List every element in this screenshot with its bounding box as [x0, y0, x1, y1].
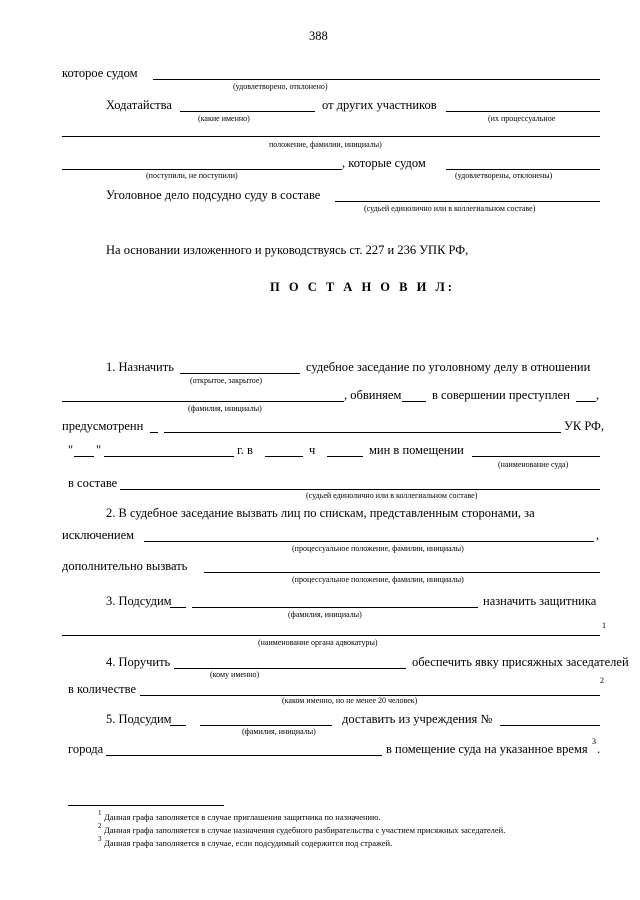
field-isklyucheniem[interactable]	[144, 541, 594, 542]
hint-otkrytoe: (открытое, закрытое)	[190, 376, 263, 385]
item5-goroda: города	[68, 742, 104, 756]
item5-v-pomeschenie: в помещение суда на указанное время	[386, 742, 588, 756]
label-kotorye-sudom: , которые судом	[342, 156, 426, 170]
basis-text: На основании изложенного и руководствуясь ст. 227 и 236 УПК РФ,	[106, 243, 469, 257]
item3-podsudim: 3. Подсудим	[106, 594, 172, 608]
item5-dostavit: доставить из учреждения №	[342, 712, 493, 726]
item1-uk-rf: УК РФ,	[564, 419, 605, 433]
item1-v-sostave: в составе	[68, 476, 118, 490]
field-kotorye-sudom[interactable]	[446, 169, 600, 170]
footnote-ref-2: 2	[600, 676, 604, 685]
item1-ch: ч	[309, 443, 316, 457]
field-chasy[interactable]	[265, 456, 303, 457]
item4-v-kolichestve: в количестве	[68, 682, 137, 696]
footnote-number: 3	[98, 835, 102, 843]
hint-familiya-3: (фамилия, инициалы)	[288, 610, 362, 619]
field-podsudim-okonchanie-5[interactable]	[170, 725, 186, 726]
hint-udovletvoreny: (удовлетворены, отклонены)	[455, 171, 553, 180]
field-advokatura[interactable]	[62, 635, 600, 636]
field-obvinyaem-okonchanie[interactable]	[402, 401, 426, 402]
item4-obespechit: обеспечить явку присяжных заседателей	[412, 655, 629, 669]
footnote-ref-1: 1	[602, 621, 606, 630]
footnote-ref-3: 3	[592, 737, 596, 746]
hint-polozhenie: положение, фамилии, инициалы)	[269, 140, 382, 149]
hint-kakom: (каком именно, но не менее 20 человек)	[282, 696, 418, 705]
hint-kakie-imenno: (какие именно)	[198, 114, 250, 123]
hint-ih-processualnoe: (их процессуальное	[488, 114, 556, 123]
field-v-sostave[interactable]	[120, 489, 600, 490]
hint-naimenovanie-suda: (наименование суда)	[498, 460, 569, 469]
item1-quote-close: "	[96, 443, 102, 457]
field-gorod[interactable]	[106, 755, 382, 756]
field-podsudimyi-3[interactable]	[192, 607, 478, 608]
field-poruchit[interactable]	[174, 668, 406, 669]
item4-poruchit: 4. Поручить	[106, 655, 171, 669]
item5-period: .	[597, 742, 601, 756]
field-predusmotren-okonchanie[interactable]	[150, 432, 158, 433]
field-podsudimyi-5[interactable]	[200, 725, 332, 726]
item1-quote-open: "	[68, 443, 74, 457]
item2-comma: ,	[596, 528, 600, 542]
field-hodataistva-kakie[interactable]	[180, 111, 315, 112]
field-dopolnitelno[interactable]	[204, 572, 600, 573]
item1-g-v: г. в	[237, 443, 253, 457]
hint-processualnoe-1: (процессуальное положение, фамилии, инициалы)	[292, 544, 464, 553]
page-number: 388	[309, 29, 328, 43]
item1-naznachit: 1. Назначить	[106, 360, 174, 374]
item2-dopolnitelno: дополнительно вызвать	[62, 559, 188, 573]
field-drugih-uchastnikov[interactable]	[446, 111, 600, 112]
item2-isklyucheniem: исключением	[62, 528, 135, 542]
item1-predusmotren: предусмотренн	[62, 419, 144, 433]
heading-postanovil: П О С Т А Н О В И Л:	[270, 280, 455, 294]
hint-familiya-1: (фамилия, инициалы)	[188, 404, 262, 413]
field-postupili[interactable]	[62, 169, 342, 170]
field-podsudim-okonchanie-3[interactable]	[170, 607, 186, 608]
field-chislo[interactable]	[74, 456, 94, 457]
label-ugolovnoe-delo: Уголовное дело подсудно суду в составе	[106, 188, 321, 202]
field-sostav-suda[interactable]	[335, 201, 600, 202]
hint-familiya-5: (фамилия, инициалы)	[242, 727, 316, 736]
field-minuty[interactable]	[327, 456, 363, 457]
footnote-text: Данная графа заполняется в случае приглашения защитника по назначению.	[104, 812, 381, 822]
footnote-text: Данная графа заполняется в случае назначения судебного разбирательства с участием присяжных заседателей.	[104, 825, 506, 835]
field-tip-zasedaniya[interactable]	[180, 373, 300, 374]
field-pomeschenie[interactable]	[472, 456, 600, 457]
field-polozhenie[interactable]	[62, 136, 600, 137]
item3-naznachit-zaschitnika: назначить защитника	[483, 594, 597, 608]
field-statya[interactable]	[164, 432, 561, 433]
hint-processualnoe-2: (процессуальное положение, фамилии, инициалы)	[292, 575, 464, 584]
footnote-separator	[68, 805, 224, 806]
footnote-number: 2	[98, 822, 102, 830]
item2-line1: 2. В судебное заседание вызвать лиц по спискам, представленным сторонами, за	[106, 506, 535, 520]
item5-podsudim: 5. Подсудим	[106, 712, 172, 726]
footnote-text: Данная графа заполняется в случае, если подсудимый содержится под стражей.	[104, 838, 393, 848]
label-hodataistva: Ходатайства	[106, 98, 172, 112]
field-kotoroe-sudom[interactable]	[153, 79, 600, 80]
item1-comma: ,	[596, 388, 600, 402]
hint-komu: (кому именно)	[210, 670, 260, 679]
hint-udovletvoreno: (удовлетворено, отклонено)	[233, 82, 328, 91]
field-mesyac[interactable]	[104, 456, 234, 457]
field-obvinyaemyi[interactable]	[62, 401, 344, 402]
label-kotoroe-sudom: которое судом	[62, 66, 138, 80]
hint-sostav-2: (судьей единолично или в коллегиальном составе)	[306, 491, 478, 500]
field-uchrezhdenie[interactable]	[500, 725, 600, 726]
hint-advokatura: (наименование органа адвокатуры)	[258, 638, 378, 647]
hint-sostav-suda: (судьей единолично или в коллегиальном составе)	[364, 204, 536, 213]
item1-sudebnoe-zasedanie: судебное заседание по уголовному делу в отношении	[306, 360, 591, 374]
footnote-number: 1	[98, 809, 102, 817]
label-ot-drugih: от других участников	[322, 98, 437, 112]
item1-obvinyaem: , обвиняем	[344, 388, 402, 402]
item1-min-v-pomeschenii: мин в помещении	[369, 443, 464, 457]
item1-v-sovershenii: в совершении преступлен	[432, 388, 570, 402]
field-prestuplen-okonchanie[interactable]	[576, 401, 596, 402]
hint-postupili: (поступили, не поступили)	[146, 171, 238, 180]
